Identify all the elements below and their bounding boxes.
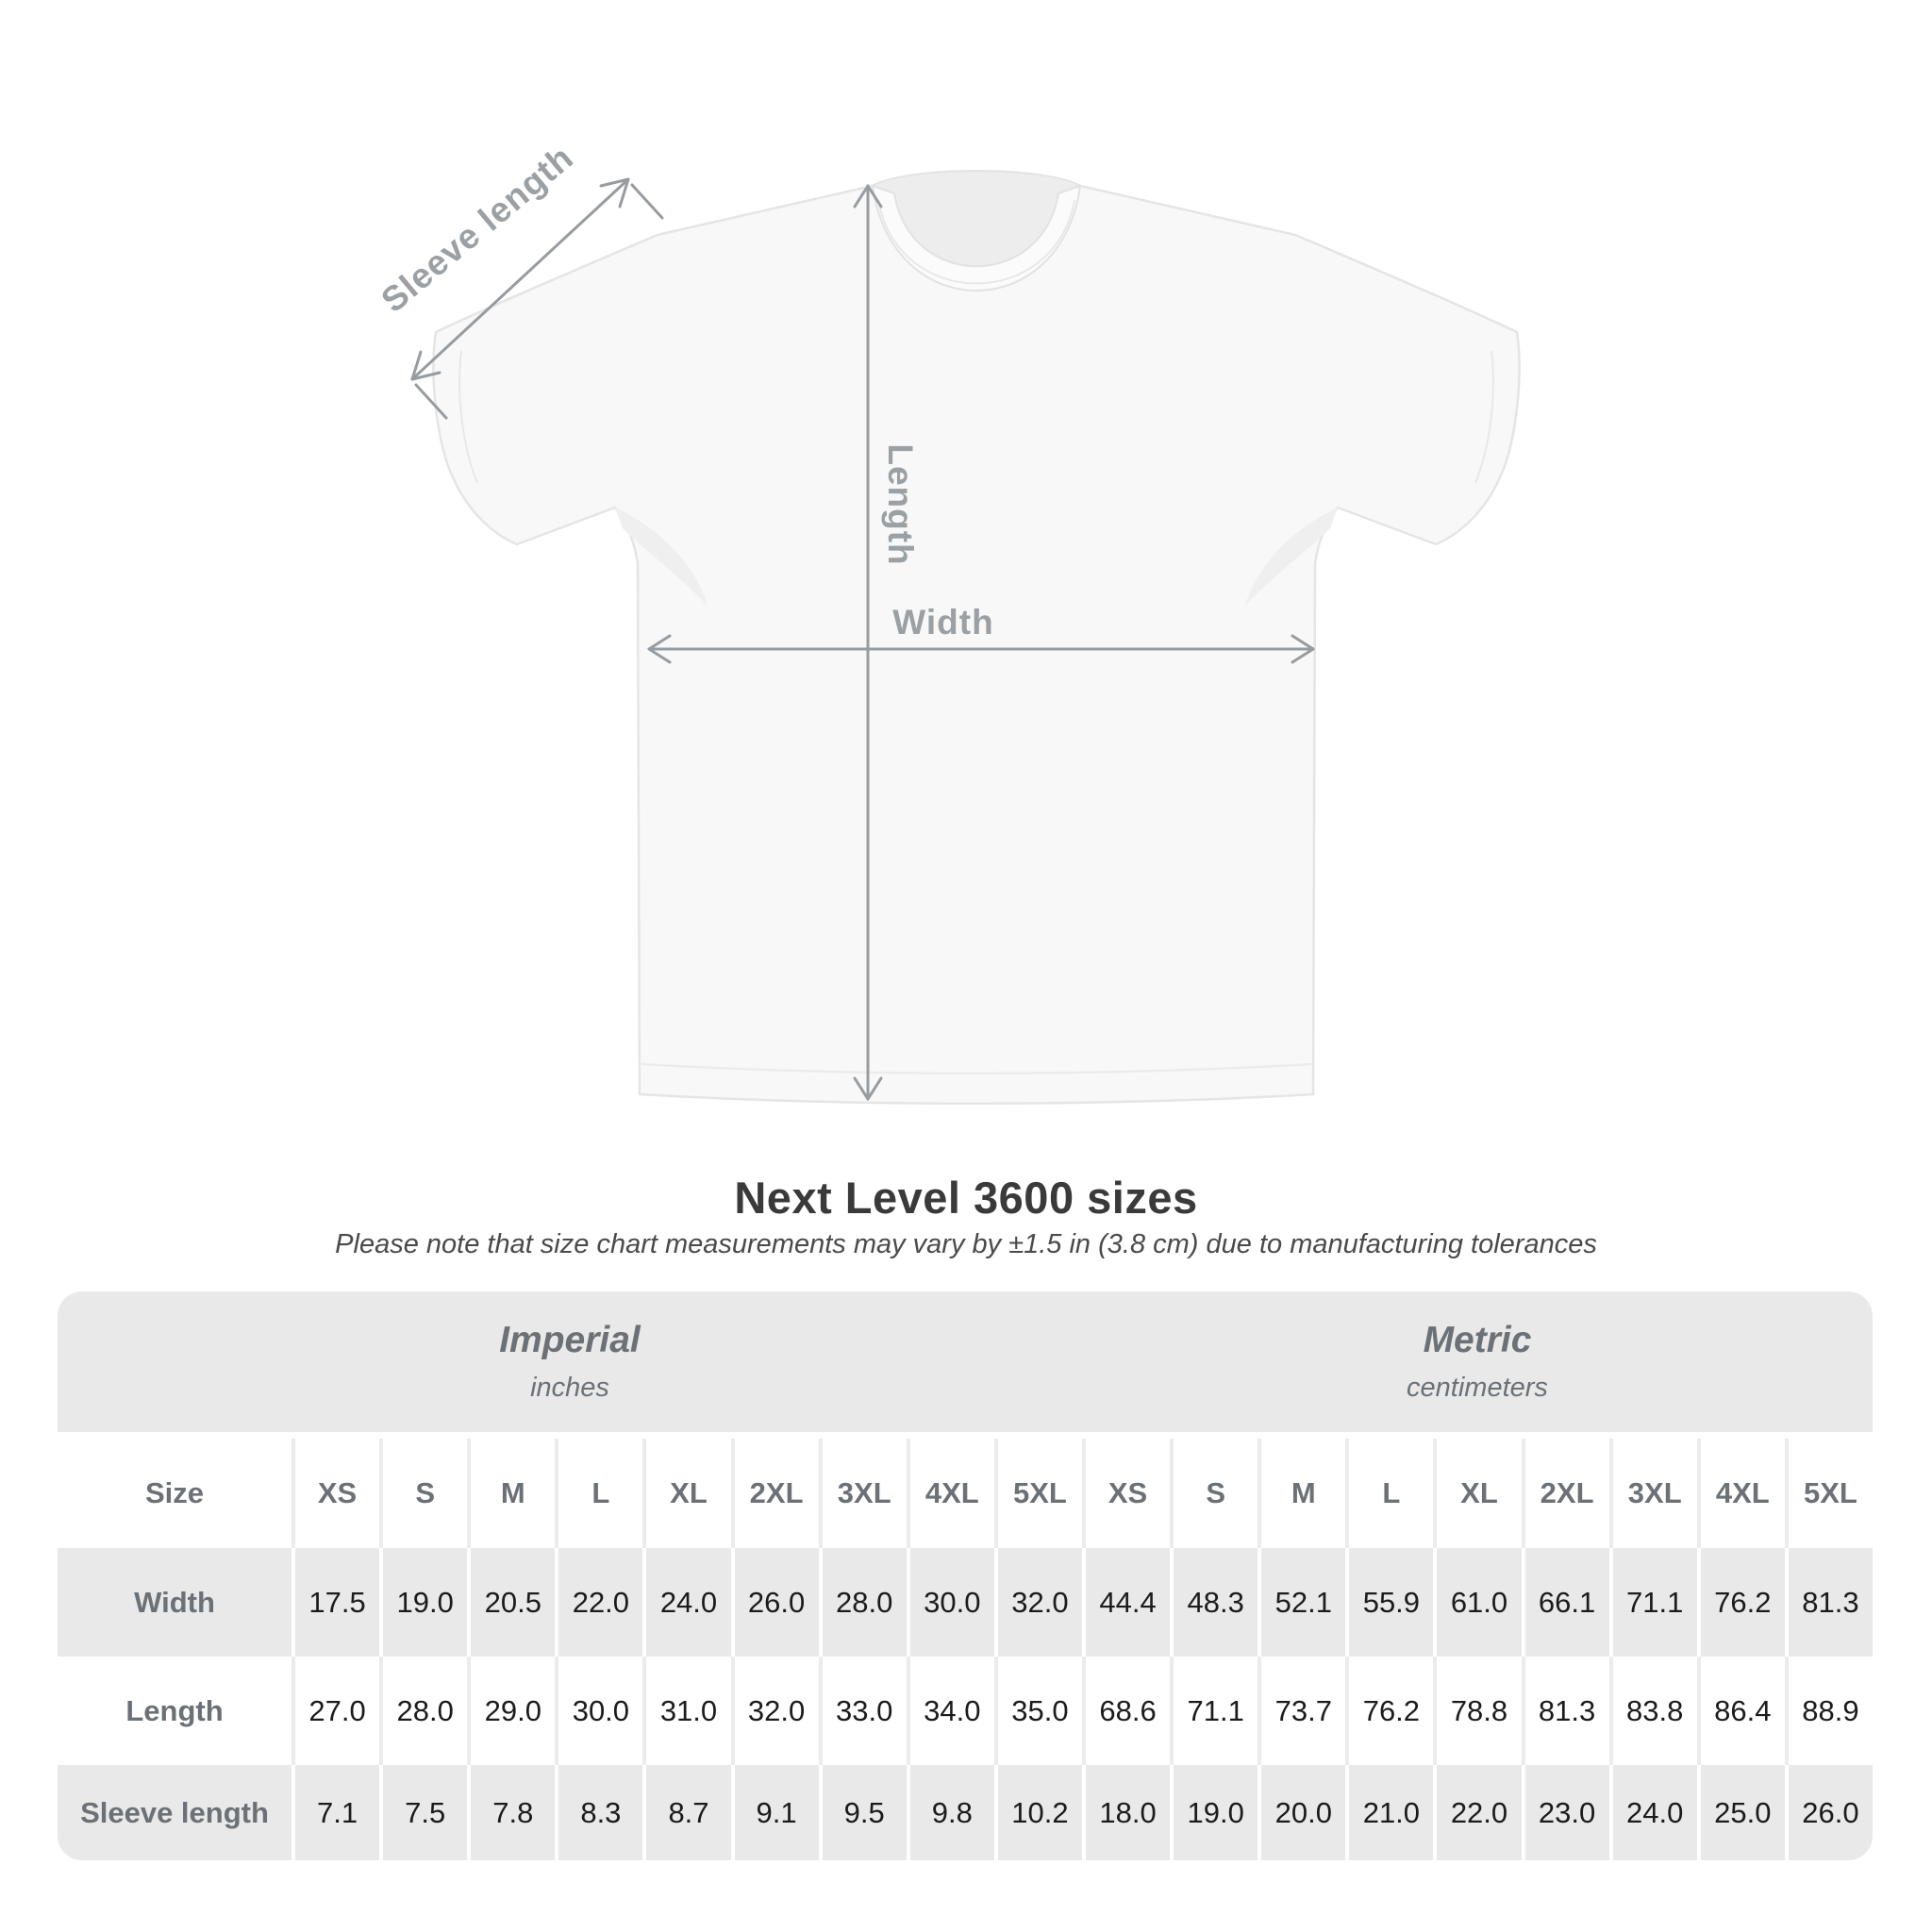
value-cell: 17.5 [291, 1548, 379, 1657]
value-cell: 26.0 [1785, 1765, 1873, 1860]
metric-header-cell [1082, 1291, 1873, 1439]
size-col-header-metric-4xl: 4XL [1697, 1439, 1785, 1548]
value-cell: 88.9 [1785, 1657, 1873, 1765]
row-label: Length [58, 1657, 291, 1765]
size-col-header-imperial-m: M [467, 1439, 555, 1548]
size-col-header-metric-l: L [1345, 1439, 1433, 1548]
size-col-header-metric-s: S [1170, 1439, 1257, 1548]
value-cell: 27.0 [291, 1657, 379, 1765]
value-cell: 19.0 [1170, 1765, 1257, 1860]
value-cell: 44.4 [1082, 1548, 1170, 1657]
row-label: Sleeve length [58, 1765, 291, 1860]
value-cell: 83.8 [1609, 1657, 1697, 1765]
value-cell: 81.3 [1522, 1657, 1609, 1765]
value-cell: 20.0 [1257, 1765, 1345, 1860]
metric-header: Metric [1423, 1320, 1532, 1360]
value-cell: 31.0 [642, 1657, 730, 1765]
metric-unit: centimeters [1407, 1373, 1548, 1403]
value-cell: 23.0 [1522, 1765, 1609, 1860]
value-cell: 30.0 [907, 1548, 994, 1657]
sleeve-length-label: Sleeve length [374, 137, 581, 320]
value-cell: 29.0 [467, 1657, 555, 1765]
value-cell: 86.4 [1697, 1657, 1785, 1765]
size-column-header: Size [58, 1439, 291, 1548]
value-cell: 66.1 [1522, 1548, 1609, 1657]
value-cell: 48.3 [1170, 1548, 1257, 1657]
size-col-header-imperial-3xl: 3XL [819, 1439, 907, 1548]
size-col-header-metric-2xl: 2XL [1522, 1439, 1609, 1548]
value-cell: 32.0 [994, 1548, 1082, 1657]
value-cell: 25.0 [1697, 1765, 1785, 1860]
value-cell: 61.0 [1433, 1548, 1521, 1657]
value-cell: 9.8 [907, 1765, 994, 1860]
value-cell: 52.1 [1257, 1548, 1345, 1657]
value-cell: 8.3 [555, 1765, 642, 1860]
size-col-header-imperial-5xl: 5XL [994, 1439, 1082, 1548]
value-cell: 21.0 [1345, 1765, 1433, 1860]
size-col-header-imperial-xs: XS [291, 1439, 379, 1548]
value-cell: 9.5 [819, 1765, 907, 1860]
size-col-header-metric-m: M [1257, 1439, 1345, 1548]
value-cell: 26.0 [731, 1548, 819, 1657]
value-cell: 22.0 [1433, 1765, 1521, 1860]
value-cell: 34.0 [907, 1657, 994, 1765]
value-cell: 76.2 [1345, 1657, 1433, 1765]
width-label: Width [892, 603, 994, 641]
value-cell: 81.3 [1785, 1548, 1873, 1657]
value-cell: 73.7 [1257, 1657, 1345, 1765]
value-cell: 33.0 [819, 1657, 907, 1765]
size-col-header-metric-5xl: 5XL [1785, 1439, 1873, 1548]
value-cell: 7.8 [467, 1765, 555, 1860]
imperial-unit: inches [530, 1373, 609, 1403]
value-cell: 24.0 [1609, 1765, 1697, 1860]
row-label: Width [58, 1548, 291, 1657]
value-cell: 20.5 [467, 1548, 555, 1657]
size-col-header-imperial-xl: XL [642, 1439, 730, 1548]
value-cell: 30.0 [555, 1657, 642, 1765]
size-col-header-imperial-l: L [555, 1439, 642, 1548]
value-cell: 28.0 [819, 1548, 907, 1657]
size-col-header-metric-3xl: 3XL [1609, 1439, 1697, 1548]
value-cell: 18.0 [1082, 1765, 1170, 1860]
value-cell: 68.6 [1082, 1657, 1170, 1765]
value-cell: 19.0 [379, 1548, 467, 1657]
size-col-header-imperial-2xl: 2XL [731, 1439, 819, 1548]
value-cell: 71.1 [1170, 1657, 1257, 1765]
imperial-header-cell [58, 1291, 1082, 1439]
size-table [58, 1291, 1873, 1860]
value-cell: 8.7 [642, 1765, 730, 1860]
size-col-header-imperial-4xl: 4XL [907, 1439, 994, 1548]
value-cell: 32.0 [731, 1657, 819, 1765]
size-col-header-metric-xl: XL [1433, 1439, 1521, 1548]
length-label: Length [881, 443, 920, 566]
value-cell: 35.0 [994, 1657, 1082, 1765]
size-col-header-imperial-s: S [379, 1439, 467, 1548]
imperial-header: Imperial [499, 1320, 641, 1360]
page-title: Next Level 3600 sizes [734, 1173, 1198, 1223]
value-cell: 76.2 [1697, 1548, 1785, 1657]
value-cell: 9.1 [731, 1765, 819, 1860]
value-cell: 7.1 [291, 1765, 379, 1860]
value-cell: 22.0 [555, 1548, 642, 1657]
value-cell: 28.0 [379, 1657, 467, 1765]
value-cell: 24.0 [642, 1548, 730, 1657]
value-cell: 10.2 [994, 1765, 1082, 1860]
value-cell: 78.8 [1433, 1657, 1521, 1765]
value-cell: 7.5 [379, 1765, 467, 1860]
size-col-header-metric-xs: XS [1082, 1439, 1170, 1548]
value-cell: 55.9 [1345, 1548, 1433, 1657]
tolerance-note: Please note that size chart measurements may vary by ±1.5 in (3.8 cm) due to manufacturing tolerances [335, 1229, 1597, 1259]
value-cell: 71.1 [1609, 1548, 1697, 1657]
